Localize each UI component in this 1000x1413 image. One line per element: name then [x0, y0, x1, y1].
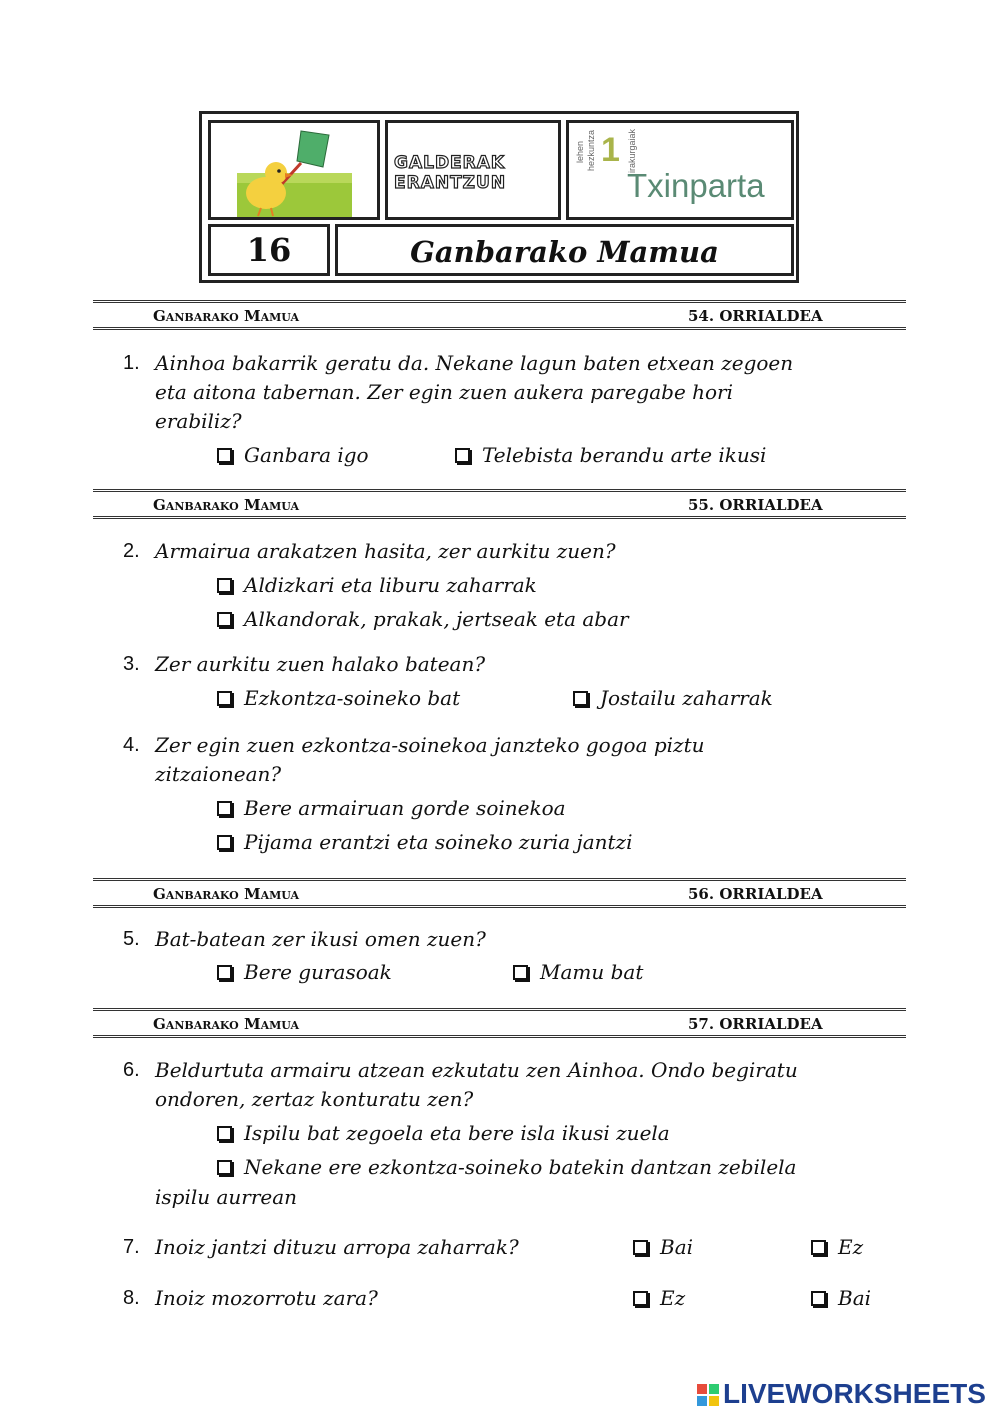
- checkbox[interactable]: [217, 578, 232, 593]
- logo-wordmark: Txinparta: [627, 167, 765, 204]
- section-header-57: [93, 1008, 906, 1038]
- checkbox[interactable]: [513, 965, 528, 980]
- section-page: 54. ORRIALDEA: [688, 307, 823, 325]
- worksheet-header: [199, 111, 799, 283]
- checkbox[interactable]: [633, 1240, 648, 1255]
- section-header-56: [93, 878, 906, 908]
- question-number: 4.: [123, 734, 140, 756]
- question-number: 2.: [123, 540, 140, 562]
- checkbox[interactable]: [217, 612, 232, 627]
- title-line-2: ERANTZUN: [394, 173, 507, 193]
- answer-option: [455, 441, 766, 470]
- question-4-line-2: zitzaionean?: [155, 762, 282, 786]
- question-4-line-1: Zer egin zuen ezkontza-soinekoa janzteko gogoa piztu: [155, 733, 705, 757]
- question-number: 1.: [123, 352, 140, 374]
- answer-option: [217, 441, 369, 470]
- checkbox[interactable]: [217, 1126, 232, 1141]
- checkbox[interactable]: [217, 448, 232, 463]
- liveworksheets-logo[interactable]: [697, 1378, 986, 1410]
- answer-option: [217, 684, 460, 713]
- section-page: 55. ORRIALDEA: [688, 496, 823, 514]
- question-number: 8.: [123, 1287, 140, 1309]
- question-6-line-1: Beldurtuta armairu atzean ezkutatu zen Ainhoa. Ondo begiratu: [155, 1058, 798, 1082]
- answer-option: [573, 684, 773, 713]
- answer-option: [217, 794, 566, 823]
- checkbox[interactable]: [217, 691, 232, 706]
- option-label: Bai: [660, 1235, 694, 1259]
- checkbox[interactable]: [811, 1291, 826, 1306]
- question-5-line-1: Bat-batean zer ikusi omen zuen?: [155, 927, 486, 951]
- cover-illustration: [208, 120, 380, 220]
- section-header-55: [93, 489, 906, 519]
- answer-option: [217, 828, 632, 857]
- answer-option: [811, 1233, 863, 1262]
- logo-small-text-2: hezkuntza: [586, 129, 596, 171]
- option-label: Ezkontza-soineko bat: [244, 686, 461, 710]
- checkbox[interactable]: [633, 1291, 648, 1306]
- question-number: 6.: [123, 1059, 140, 1081]
- story-number: 16: [246, 231, 292, 269]
- answer-option: [217, 1119, 670, 1148]
- txinparta-logo: [566, 120, 794, 220]
- checkbox[interactable]: [217, 965, 232, 980]
- logo-number: 1: [601, 131, 620, 169]
- option-label: Telebista berandu arte ikusi: [482, 443, 767, 467]
- option-label: Jostailu zaharrak: [600, 686, 773, 710]
- brand-name: LIVEWORKSHEETS: [723, 1378, 986, 1409]
- option-label: Ispilu bat zegoela eta bere isla ikusi zuela: [244, 1121, 670, 1145]
- answer-option: [811, 1284, 871, 1313]
- answer-option: [217, 958, 392, 987]
- question-number: 5.: [123, 928, 140, 950]
- question-number: 7.: [123, 1236, 140, 1258]
- story-title-box: [335, 224, 794, 276]
- answer-option: [217, 571, 537, 600]
- checkbox[interactable]: [217, 835, 232, 850]
- question-1-line-1: Ainhoa bakarrik geratu da. Nekane lagun baten etxean zegoen: [155, 351, 794, 375]
- option-label: Pijama erantzi eta soineko zuria jantzi: [244, 830, 633, 854]
- checkbox[interactable]: [455, 448, 470, 463]
- answer-option: [633, 1284, 685, 1313]
- checkbox[interactable]: [217, 1160, 232, 1175]
- question-1-line-3: erabiliz?: [155, 409, 242, 433]
- story-title: Ganbarako Mamua: [410, 235, 719, 269]
- section-header-54: [93, 300, 906, 330]
- option-label: Nekane ere ezkontza-soineko batekin dantzan zebilela: [244, 1155, 797, 1179]
- logo-small-text-3: irakurgaiak: [627, 128, 637, 173]
- checkbox[interactable]: [573, 691, 588, 706]
- chick-with-kite-image: [211, 123, 377, 217]
- section-page: 56. ORRIALDEA: [688, 885, 823, 903]
- question-6-line-2: ondoren, zertaz konturatu zen?: [155, 1087, 474, 1111]
- galderak-erantzun-title: [394, 153, 506, 193]
- section-title: Ganbarako Mamua: [153, 885, 300, 903]
- section-title: Ganbarako Mamua: [153, 1015, 300, 1033]
- option-label: Aldizkari eta liburu zaharrak: [244, 573, 537, 597]
- question-3-line-1: Zer aurkitu zuen halako batean?: [155, 652, 486, 676]
- question-1-line-2: eta aitona tabernan. Zer egin zuen aukera paregabe hori: [155, 380, 734, 404]
- checkbox[interactable]: [217, 801, 232, 816]
- question-number: 3.: [123, 653, 140, 675]
- option-label: Bere armairuan gorde soinekoa: [244, 796, 566, 820]
- option-label: Ganbara igo: [244, 443, 369, 467]
- answer-option: [217, 1153, 796, 1182]
- question-8-line-1: Inoiz mozorrotu zara?: [155, 1286, 378, 1310]
- checkbox[interactable]: [811, 1240, 826, 1255]
- option-label: Bai: [838, 1286, 872, 1310]
- story-number-box: [208, 224, 330, 276]
- section-page: 57. ORRIALDEA: [688, 1015, 823, 1033]
- answer-option: [633, 1233, 693, 1262]
- option-label: Mamu bat: [540, 960, 644, 984]
- questions-label-box: [385, 120, 561, 220]
- option-label: Alkandorak, prakak, jertseak eta abar: [244, 607, 629, 631]
- title-line-1: GALDERAK: [394, 153, 506, 173]
- answer-option: [217, 605, 629, 634]
- question-7-line-1: Inoiz jantzi dituzu arropa zaharrak?: [155, 1235, 519, 1259]
- logo-small-text-1: lehen: [575, 140, 585, 163]
- section-title: Ganbarako Mamua: [153, 496, 300, 514]
- liveworksheets-badge-icon: [697, 1384, 719, 1406]
- option-label-continuation: ispilu aurrean: [155, 1185, 298, 1209]
- option-label: Ez: [660, 1286, 686, 1310]
- section-title: Ganbarako Mamua: [153, 307, 300, 325]
- answer-option: [513, 958, 643, 987]
- option-label: Ez: [838, 1235, 864, 1259]
- option-label: Bere gurasoak: [244, 960, 392, 984]
- question-2-line-1: Armairua arakatzen hasita, zer aurkitu zuen?: [155, 539, 616, 563]
